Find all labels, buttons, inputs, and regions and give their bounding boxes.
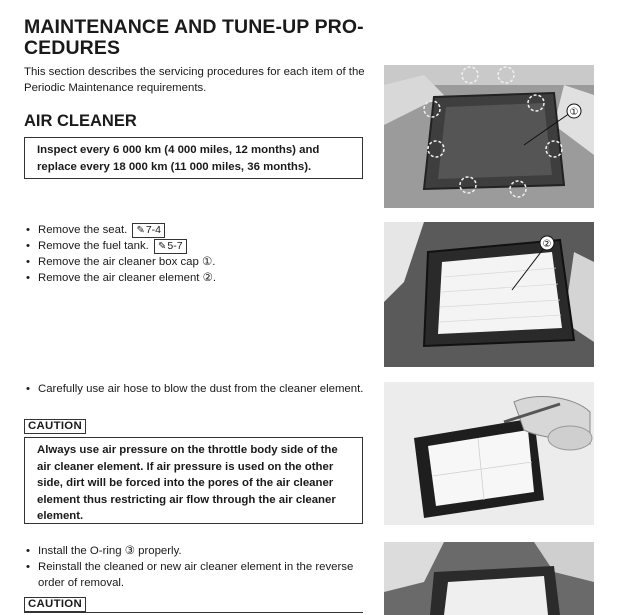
page-title: MAINTENANCE AND TUNE-UP PRO-CEDURES [24, 16, 364, 59]
caution-label-2: CAUTION [24, 597, 86, 612]
caution-text: Always use air pressure on the throttle body side of the air cleaner element. If air pressure is used on the other side, dirt will be forced into the pores of the air cleaner element thus restricting air flow through the air cleaner element. [24, 437, 363, 524]
list-item [24, 238, 369, 254]
caution-label: CAUTION [24, 419, 86, 434]
removal-steps [24, 222, 369, 286]
list-item [24, 222, 369, 238]
list-item: • Remove the air cleaner box cap ①. [24, 254, 369, 270]
list-item: • Reinstall the cleaned or new air cleaner element in the reverse order of removal. [24, 559, 369, 591]
section-heading: AIR CLEANER [24, 112, 137, 130]
book-reference-icon: ✎ [136, 225, 145, 236]
callout-2: ② [542, 239, 552, 250]
figure-reinstall-element [384, 542, 594, 615]
figure-blowing-element [384, 382, 594, 525]
figure-air-cleaner-element [384, 222, 594, 367]
step-text: Remove the fuel tank. [38, 240, 149, 252]
list-item: • Install the O-ring ③ properly. [24, 543, 369, 559]
page-reference: ✎7-4 [132, 223, 165, 238]
list-item: • Carefully use air hose to blow the dust from the cleaner element. [24, 381, 369, 397]
intro-text: This section describes the servicing procedures for each item of the Periodic Maintenance requirements. [24, 66, 365, 94]
inspection-note: Inspect every 6 000 km (4 000 miles, 12 months) and replace every 18 000 km (11 000 miles, 36 months). [24, 137, 363, 179]
figure-air-cleaner-box-cap [384, 65, 594, 208]
caution-box-2-top [24, 612, 363, 613]
book-reference-icon: ✎ [157, 241, 167, 252]
page-reference: ✎5-7 [154, 239, 187, 254]
callout-1: ① [569, 107, 579, 118]
step-text: Remove the seat. [38, 224, 128, 236]
list-item: • Remove the air cleaner element ②. [24, 270, 369, 286]
install-steps [24, 543, 369, 591]
cleaning-steps [24, 381, 369, 397]
